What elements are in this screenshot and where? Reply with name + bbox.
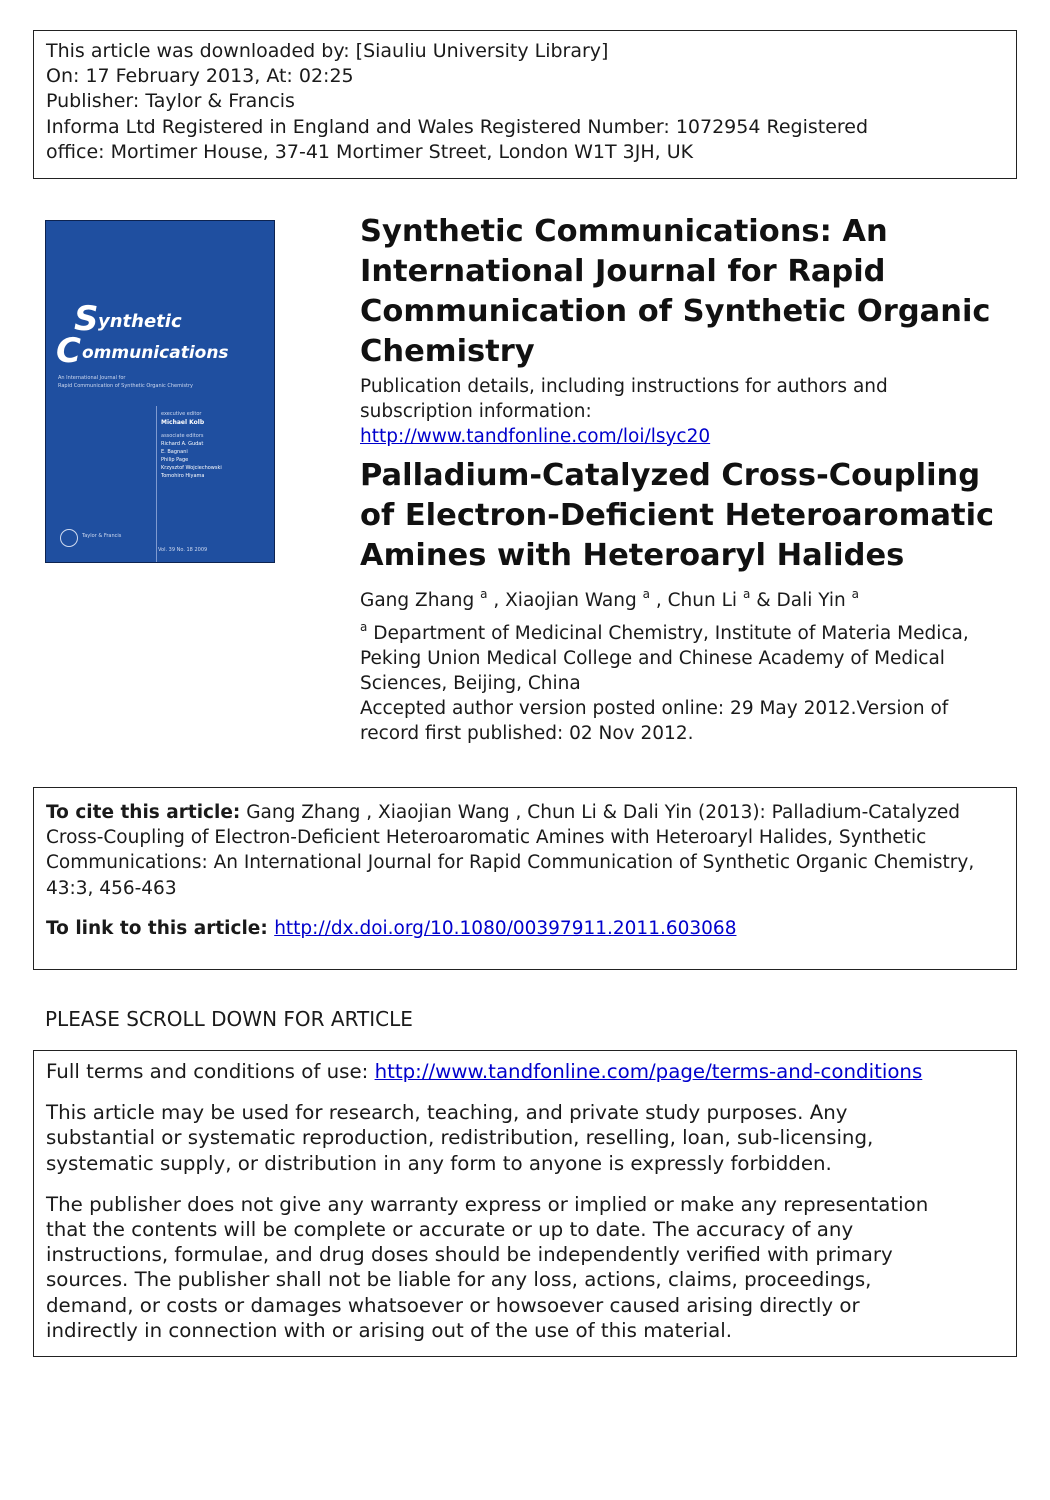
journal-title-line: Chemistry (360, 334, 535, 369)
article-title-line: Amines with Heteroaryl Halides (360, 538, 905, 573)
author-name: Dali Yin (776, 590, 852, 611)
cover-assoc-name: Tomohiro Hiyama (161, 473, 205, 479)
author-affiliation-mark: a (742, 587, 751, 601)
journal-title-line: Communication of Synthetic Organic (360, 294, 991, 329)
download-line: office: Mortimer House, 37-41 Mortimer Street, London W1T 3JH, UK (46, 140, 694, 163)
journal-title-line: International Journal for Rapid (360, 254, 886, 289)
cover-divider (156, 406, 157, 563)
citation-box (33, 787, 1017, 970)
download-line: This article was downloaded by: [Siauliu University Library] (46, 40, 609, 62)
cover-exec-label: executive editor (161, 411, 202, 417)
usage-line: systematic supply, or distribution in any form to anyone is expressly forbidden. (46, 1151, 832, 1175)
affiliation-text: Department of Medicinal Chemistry, Institute of Materia Medica, (367, 623, 969, 644)
cover-subtitle: An International Journal for (58, 375, 126, 381)
publication-details (360, 374, 1000, 449)
cover-assoc-label: associate editors (161, 433, 204, 439)
author-affiliation-mark: a (642, 587, 650, 601)
cover-subtitle: Rapid Communication of Synthetic Organic Chemistry (58, 383, 193, 389)
journal-title (360, 212, 1000, 372)
author-name: Gang Zhang (360, 590, 481, 611)
cover-assoc-name: E. Bagnani (161, 449, 188, 455)
author-name: Chun Li (667, 590, 743, 611)
journal-url-link[interactable]: http://www.tandfonline.com/loi/lsyc20 (360, 426, 711, 447)
author-affiliation-mark: a (851, 587, 859, 601)
cover-exec-name: Michael Kolb (161, 419, 205, 426)
disclaimer-line: sources. The publisher shall not be liable for any loss, actions, claims, proceedings, (46, 1268, 872, 1292)
scroll-down-note: PLEASE SCROLL DOWN FOR ARTICLE (45, 1007, 413, 1031)
citation-line: Communications: An International Journal for Rapid Communication of Synthetic Organic Chemistry, (46, 852, 975, 874)
usage-paragraph (46, 1100, 1004, 1176)
usage-line: substantial or systematic reproduction, redistribution, reselling, loan, sub-licensing, (46, 1126, 874, 1150)
terms-link[interactable]: http://www.tandfonline.com/page/terms-and-conditions (374, 1060, 923, 1083)
cover-publisher-text: Taylor & Francis (82, 533, 122, 539)
cover-title-line2: ommunications (82, 343, 229, 363)
article-title-line: Palladium-Catalyzed Cross-Coupling (360, 458, 981, 493)
journal-title-line: Synthetic Communications: An (360, 214, 888, 249)
terms-label: Full terms and conditions of use: (46, 1060, 375, 1083)
disclaimer-line: instructions, formulae, and drug doses should be independently verified with primary (46, 1243, 893, 1267)
citation-line: 43:3, 456-463 (46, 877, 177, 899)
disclaimer-paragraph (46, 1192, 1004, 1343)
usage-line: This article may be used for research, teaching, and private study purposes. Any (46, 1101, 848, 1125)
disclaimer-line: The publisher does not give any warranty express or implied or make any representation (46, 1192, 929, 1216)
article-header (360, 212, 1000, 746)
author-name: Xiaojian Wang (505, 590, 643, 611)
download-line: Publisher: Taylor & Francis (46, 90, 295, 113)
cite-label: To cite this article: (46, 802, 241, 823)
cover-assoc-name: Krzysztof Wojciechowski (161, 465, 222, 471)
version-line: Accepted author version posted online: 29 May 2012.Version of (360, 698, 949, 719)
doi-link[interactable]: http://dx.doi.org/10.1080/00397911.2011.603068 (274, 917, 737, 939)
article-title (360, 456, 1000, 576)
affiliation-mark: a (360, 620, 368, 634)
cover-issue-text: Vol. 39 No. 18 2009 (158, 547, 208, 553)
disclaimer-line: demand, or costs or damages whatsoever or howsoever caused arising directly or (46, 1293, 860, 1317)
publication-details-line: Publication details, including instructions for authors and (360, 376, 888, 397)
terms-row (46, 1059, 1004, 1084)
cover-assoc-name: Richard A. Gudat (161, 441, 204, 447)
disclaimer-line: indirectly in connection with or arising out of the use of this material. (46, 1318, 733, 1342)
affiliation-line: Peking Union Medical College and Chinese Academy of Medical (360, 648, 945, 669)
version-line: record first published: 02 Nov 2012. (360, 723, 694, 744)
citation-text: Gang Zhang , Xiaojian Wang , Chun Li & Dali Yin (2013): Palladium-Catalyzed (240, 802, 961, 823)
terms-box (33, 1050, 1017, 1357)
download-line: Informa Ltd Registered in England and Wales Registered Number: 1072954 Registered (46, 115, 869, 138)
download-notice-box (33, 30, 1017, 179)
cover-title-line1: ynthetic (98, 311, 182, 332)
author-list (360, 582, 1000, 613)
citation-line: Cross-Coupling of Electron-Deficient Heteroaromatic Amines with Heteroaryl Halides, Synthetic (46, 827, 927, 849)
cover-assoc-name: Philip Page (161, 457, 189, 463)
author-affiliation-mark: a (480, 587, 488, 601)
author-separator: , (487, 590, 506, 611)
affiliation-line: Sciences, Beijing, China (360, 673, 581, 694)
journal-cover-image (45, 220, 275, 563)
taylor-francis-logo-icon (60, 529, 78, 547)
article-title-line: of Electron-Deficient Heteroaromatic (360, 498, 995, 533)
author-separator: , (649, 590, 668, 611)
download-line: On: 17 February 2013, At: 02:25 (46, 65, 354, 88)
affiliation (360, 615, 1000, 746)
affiliation-line (360, 615, 1000, 646)
cover-s-letter: S (74, 299, 99, 339)
cover-c-letter: C (56, 331, 81, 371)
author-separator: & (750, 590, 777, 611)
publication-details-line: subscription information: (360, 401, 592, 422)
link-label: To link to this article: (46, 917, 275, 939)
citation-line (46, 800, 1004, 825)
article-link-row (46, 916, 1004, 941)
disclaimer-line: that the contents will be complete or accurate or up to date. The accuracy of any (46, 1218, 854, 1242)
